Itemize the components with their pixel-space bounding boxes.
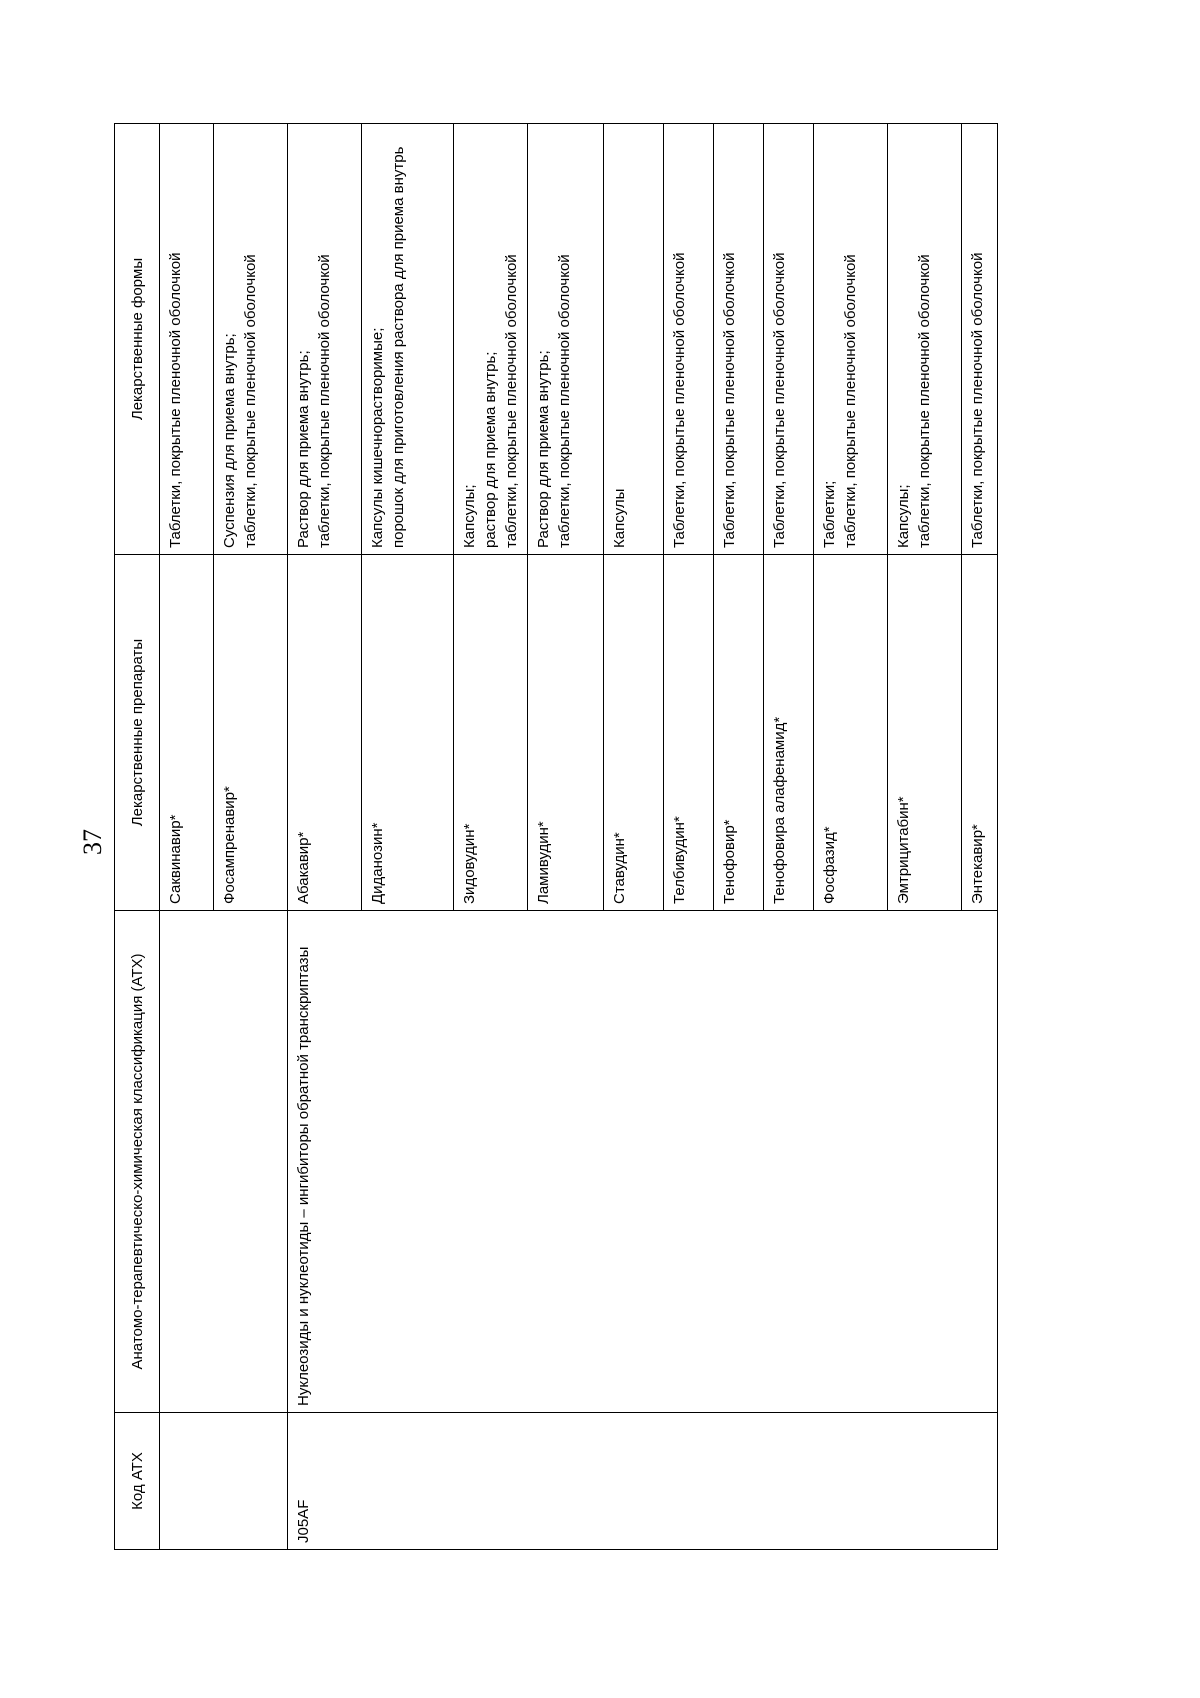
form-line: таблетки, покрытые пленочной оболочкой (503, 254, 520, 548)
cell-forms (764, 124, 814, 555)
cell-code (764, 1413, 814, 1550)
cell-forms (528, 124, 604, 555)
cell-code (604, 1413, 664, 1550)
cell-classification (814, 911, 888, 1413)
cell-classification (764, 911, 814, 1413)
cell-forms (160, 124, 214, 555)
rotated-table-container (114, 124, 1078, 1550)
cell-classification (714, 911, 764, 1413)
page-number: 37 (78, 829, 107, 855)
table-sheet (114, 124, 1078, 1550)
table-row (764, 124, 814, 1550)
table-row (528, 124, 604, 1550)
cell-drug: Фосфазид* (814, 555, 888, 911)
header-code: Код АТХ (115, 1413, 160, 1550)
table-row (214, 124, 288, 1550)
table-body (160, 124, 998, 1550)
cell-forms (814, 124, 888, 555)
form-line: Капсулы; (461, 484, 478, 548)
cell-forms (454, 124, 528, 555)
cell-classification (362, 911, 454, 1413)
cell-drug: Ставудин* (604, 555, 664, 911)
cell-classification (888, 911, 962, 1413)
form-line: Таблетки, покрытые пленочной оболочкой (167, 252, 184, 548)
table-row (288, 124, 362, 1550)
form-line: Капсулы (611, 488, 628, 548)
cell-forms (288, 124, 362, 555)
cell-drug: Абакавир* (288, 555, 362, 911)
cell-drug: Зидовудин* (454, 555, 528, 911)
cell-drug: Тенофовир* (714, 555, 764, 911)
cell-drug: Саквинавир* (160, 555, 214, 911)
cell-code: J05AF (288, 1413, 362, 1550)
cell-classification (664, 911, 714, 1413)
header-classification: Анатомо-терапевтическо-химическая классификация (АТХ) (115, 911, 160, 1413)
header-drugs: Лекарственные препараты (115, 555, 160, 911)
form-line: Капсулы кишечнорастворимые; (369, 327, 386, 548)
table-row (362, 124, 454, 1550)
form-line: Суспензия для приема внутрь; (221, 333, 238, 548)
cell-code (962, 1413, 998, 1550)
form-line: порошок для приготовления раствора для приема внутрь (390, 146, 407, 548)
cell-classification (454, 911, 528, 1413)
table-row (814, 124, 888, 1550)
cell-forms (962, 124, 998, 555)
table-header-row (115, 124, 160, 1550)
form-line: таблетки, покрытые пленочной оболочкой (842, 254, 859, 548)
cell-code (454, 1413, 528, 1550)
cell-code (664, 1413, 714, 1550)
cell-code (888, 1413, 962, 1550)
cell-forms (214, 124, 288, 555)
cell-classification (962, 911, 998, 1413)
cell-forms (888, 124, 962, 555)
cell-drug: Ламивудин* (528, 555, 604, 911)
cell-classification (160, 911, 214, 1413)
form-line: таблетки, покрытые пленочной оболочкой (316, 254, 333, 548)
form-line: таблетки, покрытые пленочной оболочкой (556, 254, 573, 548)
form-line: таблетки, покрытые пленочной оболочкой (916, 254, 933, 548)
form-line: Раствор для приема внутрь; (535, 350, 552, 548)
form-line: Таблетки, покрытые пленочной оболочкой (969, 252, 986, 548)
form-line: Таблетки; (821, 480, 838, 548)
cell-drug: Эмтрицитабин* (888, 555, 962, 911)
table-row (160, 124, 214, 1550)
form-line: Капсулы; (895, 484, 912, 548)
atx-table (114, 123, 998, 1550)
form-line: таблетки, покрытые пленочной оболочкой (242, 254, 259, 548)
cell-drug: Телбивудин* (664, 555, 714, 911)
table-row (962, 124, 998, 1550)
form-line: Таблетки, покрытые пленочной оболочкой (771, 252, 788, 548)
cell-code (214, 1413, 288, 1550)
cell-classification: Нуклеозиды и нуклеотиды – ингибиторы обратной транскриптазы (288, 911, 362, 1413)
cell-forms (714, 124, 764, 555)
table-row (454, 124, 528, 1550)
table-row (888, 124, 962, 1550)
cell-drug: Фосампренавир* (214, 555, 288, 911)
cell-code (528, 1413, 604, 1550)
cell-drug: Диданозин* (362, 555, 454, 911)
header-forms: Лекарственные формы (115, 124, 160, 555)
cell-classification (528, 911, 604, 1413)
table-row (664, 124, 714, 1550)
cell-forms (664, 124, 714, 555)
cell-code (814, 1413, 888, 1550)
cell-code (362, 1413, 454, 1550)
form-line: Таблетки, покрытые пленочной оболочкой (671, 252, 688, 548)
cell-code (714, 1413, 764, 1550)
form-line: Таблетки, покрытые пленочной оболочкой (721, 252, 738, 548)
cell-classification (214, 911, 288, 1413)
table-row (604, 124, 664, 1550)
cell-forms (362, 124, 454, 555)
cell-drug: Энтекавир* (962, 555, 998, 911)
cell-classification (604, 911, 664, 1413)
cell-forms (604, 124, 664, 555)
form-line: Раствор для приема внутрь; (295, 350, 312, 548)
table-row (714, 124, 764, 1550)
cell-drug: Тенофовира алафенамид* (764, 555, 814, 911)
cell-code (160, 1413, 214, 1550)
form-line: раствор для приема внутрь; (482, 351, 499, 548)
